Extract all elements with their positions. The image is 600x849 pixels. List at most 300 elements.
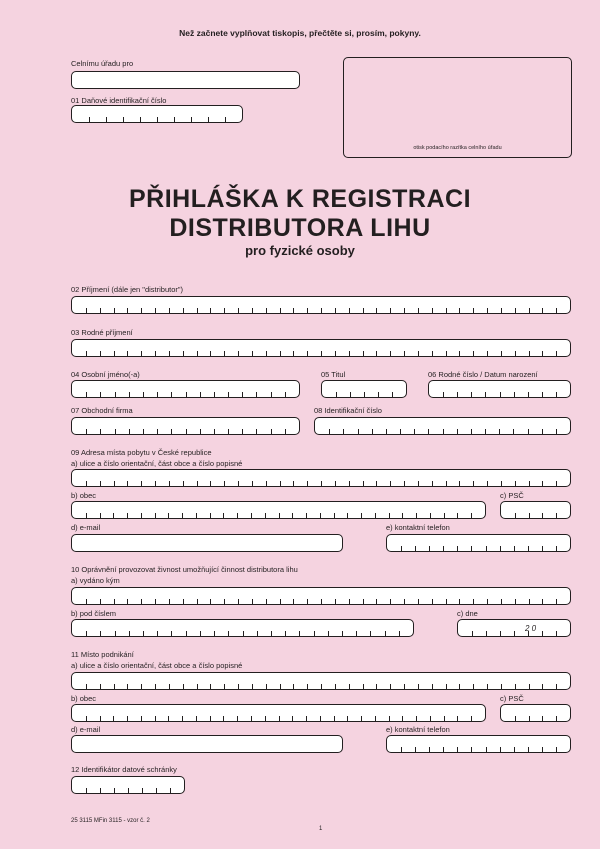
ico-input[interactable] bbox=[314, 417, 571, 435]
comb-tick bbox=[171, 392, 172, 397]
comb-tick bbox=[376, 351, 377, 356]
comb-tick bbox=[280, 481, 281, 486]
comb-tick bbox=[183, 599, 184, 604]
comb-tick bbox=[183, 351, 184, 356]
f09d-label: d) e-mail bbox=[71, 523, 101, 532]
comb-tick bbox=[196, 513, 197, 518]
comb-tick bbox=[100, 429, 101, 434]
comb-tick bbox=[444, 513, 445, 518]
comb-tick bbox=[376, 599, 377, 604]
comb-tick bbox=[238, 351, 239, 356]
comb-tick bbox=[113, 513, 114, 518]
business-email-input[interactable] bbox=[71, 735, 343, 753]
comb-tick bbox=[556, 599, 557, 604]
comb-tick bbox=[457, 429, 458, 434]
comb-tick bbox=[292, 716, 293, 721]
comb-tick bbox=[86, 351, 87, 356]
comb-tick bbox=[363, 481, 364, 486]
comb-tick bbox=[321, 481, 322, 486]
comb-tick bbox=[225, 117, 226, 122]
comb-tick bbox=[293, 599, 294, 604]
comb-tick bbox=[197, 308, 198, 313]
birth-surname-input[interactable] bbox=[71, 339, 571, 357]
comb-tick bbox=[418, 308, 419, 313]
comb-tick bbox=[459, 308, 460, 313]
f09a-label: a) ulice a číslo orientační, část obce a číslo popisné bbox=[71, 459, 243, 468]
comb-tick bbox=[514, 392, 515, 397]
comb-tick bbox=[100, 684, 101, 689]
comb-tick bbox=[404, 599, 405, 604]
comb-tick bbox=[197, 684, 198, 689]
comb-tick bbox=[224, 481, 225, 486]
comb-tick bbox=[429, 546, 430, 551]
comb-tick bbox=[321, 599, 322, 604]
comb-tick bbox=[141, 308, 142, 313]
comb-tick bbox=[238, 684, 239, 689]
comb-tick bbox=[141, 351, 142, 356]
comb-tick bbox=[542, 351, 543, 356]
comb-tick bbox=[280, 684, 281, 689]
comb-tick bbox=[279, 716, 280, 721]
comb-tick bbox=[169, 599, 170, 604]
comb-tick bbox=[542, 481, 543, 486]
comb-tick bbox=[515, 684, 516, 689]
comb-tick bbox=[556, 546, 557, 551]
comb-tick bbox=[307, 599, 308, 604]
comb-tick bbox=[200, 392, 201, 397]
comb-tick bbox=[86, 716, 87, 721]
comb-tick bbox=[113, 716, 114, 721]
comb-tick bbox=[208, 117, 209, 122]
comb-tick bbox=[528, 546, 529, 551]
f07-label: 07 Obchodní firma bbox=[71, 406, 133, 415]
comb-tick bbox=[100, 716, 101, 721]
comb-tick bbox=[415, 546, 416, 551]
comb-tick bbox=[459, 351, 460, 356]
comb-tick bbox=[210, 513, 211, 518]
comb-tick bbox=[252, 308, 253, 313]
comb-tick bbox=[127, 716, 128, 721]
comb-tick bbox=[390, 351, 391, 356]
comb-tick bbox=[293, 481, 294, 486]
comb-tick bbox=[335, 481, 336, 486]
comb-tick bbox=[174, 117, 175, 122]
comb-tick bbox=[349, 308, 350, 313]
comb-tick bbox=[375, 513, 376, 518]
comb-tick bbox=[457, 513, 458, 518]
comb-tick bbox=[271, 631, 272, 636]
comb-tick bbox=[542, 684, 543, 689]
comb-tick bbox=[349, 599, 350, 604]
comb-tick bbox=[143, 631, 144, 636]
comb-tick bbox=[515, 308, 516, 313]
comb-tick bbox=[285, 429, 286, 434]
comb-tick bbox=[141, 513, 142, 518]
comb-tick bbox=[127, 599, 128, 604]
comb-tick bbox=[314, 631, 315, 636]
comb-tick bbox=[100, 308, 101, 313]
comb-tick bbox=[321, 351, 322, 356]
comb-tick bbox=[334, 716, 335, 721]
comb-tick bbox=[197, 599, 198, 604]
comb-tick bbox=[334, 513, 335, 518]
comb-tick bbox=[402, 716, 403, 721]
f05-label: 05 Titul bbox=[321, 370, 346, 379]
comb-tick bbox=[486, 747, 487, 752]
f11b-label: b) obec bbox=[71, 694, 97, 703]
comb-tick bbox=[556, 513, 557, 518]
comb-tick bbox=[169, 351, 170, 356]
f12-label: 12 Identifikátor datové schránky bbox=[71, 765, 177, 774]
f11d-label: d) e-mail bbox=[71, 725, 101, 734]
comb-tick bbox=[280, 599, 281, 604]
comb-tick bbox=[251, 716, 252, 721]
comb-tick bbox=[210, 599, 211, 604]
comb-tick bbox=[514, 747, 515, 752]
birth-number-input[interactable] bbox=[428, 380, 571, 398]
f06-label: 06 Rodné číslo / Datum narození bbox=[428, 370, 538, 379]
comb-tick bbox=[500, 631, 501, 636]
comb-tick bbox=[542, 429, 543, 434]
comb-tick bbox=[457, 392, 458, 397]
comb-tick bbox=[100, 631, 101, 636]
comb-tick bbox=[501, 684, 502, 689]
comb-tick bbox=[224, 684, 225, 689]
comb-tick bbox=[157, 631, 158, 636]
comb-tick bbox=[487, 599, 488, 604]
comb-tick bbox=[389, 716, 390, 721]
comb-tick bbox=[349, 351, 350, 356]
comb-tick bbox=[210, 481, 211, 486]
comb-tick bbox=[129, 429, 130, 434]
f11c-label: c) PSČ bbox=[500, 694, 524, 703]
comb-tick bbox=[542, 747, 543, 752]
comb-tick bbox=[228, 429, 229, 434]
comb-tick bbox=[89, 117, 90, 122]
comb-tick bbox=[471, 747, 472, 752]
comb-tick bbox=[170, 788, 171, 793]
business-phone-input[interactable] bbox=[386, 735, 571, 753]
comb-tick bbox=[86, 429, 87, 434]
comb-tick bbox=[542, 599, 543, 604]
comb-tick bbox=[320, 716, 321, 721]
comb-tick bbox=[556, 747, 557, 752]
comb-tick bbox=[390, 684, 391, 689]
comb-tick bbox=[529, 481, 530, 486]
business-name-input[interactable] bbox=[71, 417, 300, 435]
f08-label: 08 Identifikační číslo bbox=[314, 406, 382, 415]
office-input[interactable] bbox=[71, 71, 300, 89]
comb-tick bbox=[210, 684, 211, 689]
comb-tick bbox=[200, 631, 201, 636]
comb-tick bbox=[372, 429, 373, 434]
comb-tick bbox=[335, 308, 336, 313]
comb-tick bbox=[446, 308, 447, 313]
comb-tick bbox=[171, 631, 172, 636]
comb-tick bbox=[415, 747, 416, 752]
comb-tick bbox=[266, 351, 267, 356]
comb-tick bbox=[471, 392, 472, 397]
comb-tick bbox=[378, 392, 379, 397]
comb-tick bbox=[446, 481, 447, 486]
comb-tick bbox=[100, 513, 101, 518]
comb-tick bbox=[459, 684, 460, 689]
comb-tick bbox=[196, 716, 197, 721]
comb-tick bbox=[542, 513, 543, 518]
comb-tick bbox=[183, 684, 184, 689]
comb-tick bbox=[349, 481, 350, 486]
comb-tick bbox=[501, 351, 502, 356]
comb-tick bbox=[515, 481, 516, 486]
comb-tick bbox=[401, 546, 402, 551]
comb-tick bbox=[157, 429, 158, 434]
permit-date-input[interactable] bbox=[457, 619, 571, 637]
permit-number-input[interactable] bbox=[71, 619, 414, 637]
comb-tick bbox=[399, 631, 400, 636]
comb-tick bbox=[321, 684, 322, 689]
comb-tick bbox=[430, 716, 431, 721]
residence-email-input[interactable] bbox=[71, 534, 343, 552]
comb-tick bbox=[238, 599, 239, 604]
comb-tick bbox=[156, 788, 157, 793]
comb-tick bbox=[485, 429, 486, 434]
comb-tick bbox=[556, 308, 557, 313]
comb-tick bbox=[487, 351, 488, 356]
title-input[interactable] bbox=[321, 380, 407, 398]
comb-tick bbox=[529, 599, 530, 604]
comb-tick bbox=[123, 117, 124, 122]
comb-tick bbox=[320, 513, 321, 518]
comb-tick bbox=[556, 392, 557, 397]
comb-tick bbox=[471, 429, 472, 434]
comb-tick bbox=[500, 392, 501, 397]
first-name-input[interactable] bbox=[71, 380, 300, 398]
comb-tick bbox=[471, 546, 472, 551]
comb-tick bbox=[285, 392, 286, 397]
comb-tick bbox=[443, 546, 444, 551]
comb-tick bbox=[155, 351, 156, 356]
permit-issuer-input[interactable] bbox=[71, 587, 571, 605]
comb-tick bbox=[228, 392, 229, 397]
comb-tick bbox=[168, 716, 169, 721]
comb-tick bbox=[169, 481, 170, 486]
comb-tick bbox=[432, 481, 433, 486]
comb-tick bbox=[343, 429, 344, 434]
comb-tick bbox=[528, 392, 529, 397]
form-code: 25 3115 MFin 3115 - vzor č. 2 bbox=[71, 818, 150, 824]
comb-tick bbox=[171, 429, 172, 434]
comb-tick bbox=[256, 392, 257, 397]
comb-tick bbox=[501, 308, 502, 313]
f09-label: 09 Adresa místa pobytu v České republice bbox=[71, 448, 212, 457]
comb-tick bbox=[321, 308, 322, 313]
comb-tick bbox=[515, 716, 516, 721]
comb-tick bbox=[443, 392, 444, 397]
comb-tick bbox=[285, 631, 286, 636]
comb-tick bbox=[238, 308, 239, 313]
comb-tick bbox=[157, 392, 158, 397]
comb-tick bbox=[200, 429, 201, 434]
comb-tick bbox=[428, 429, 429, 434]
comb-tick bbox=[336, 392, 337, 397]
comb-tick bbox=[169, 308, 170, 313]
comb-tick bbox=[500, 747, 501, 752]
comb-tick bbox=[271, 429, 272, 434]
comb-tick bbox=[265, 716, 266, 721]
comb-tick bbox=[114, 351, 115, 356]
comb-tick bbox=[335, 684, 336, 689]
business-city-input[interactable] bbox=[71, 704, 486, 722]
dic-input[interactable] bbox=[71, 105, 243, 123]
comb-tick bbox=[299, 631, 300, 636]
comb-tick bbox=[514, 546, 515, 551]
comb-tick bbox=[443, 747, 444, 752]
comb-tick bbox=[114, 481, 115, 486]
comb-tick bbox=[86, 513, 87, 518]
comb-tick bbox=[386, 429, 387, 434]
comb-tick bbox=[155, 684, 156, 689]
comb-tick bbox=[129, 631, 130, 636]
f10a-label: a) vydáno kým bbox=[71, 576, 120, 585]
comb-tick bbox=[306, 716, 307, 721]
residence-zip-input[interactable] bbox=[500, 501, 571, 519]
comb-tick bbox=[242, 392, 243, 397]
comb-tick bbox=[155, 481, 156, 486]
comb-tick bbox=[471, 716, 472, 721]
residence-street-input[interactable] bbox=[71, 469, 571, 487]
residence-phone-input[interactable] bbox=[386, 534, 571, 552]
comb-tick bbox=[86, 684, 87, 689]
comb-tick bbox=[238, 481, 239, 486]
comb-tick bbox=[443, 429, 444, 434]
comb-tick bbox=[183, 308, 184, 313]
comb-tick bbox=[486, 546, 487, 551]
comb-tick bbox=[473, 599, 474, 604]
comb-tick bbox=[271, 392, 272, 397]
comb-tick bbox=[473, 308, 474, 313]
comb-tick bbox=[529, 716, 530, 721]
comb-tick bbox=[214, 631, 215, 636]
comb-tick bbox=[487, 684, 488, 689]
comb-tick bbox=[114, 308, 115, 313]
comb-tick bbox=[86, 481, 87, 486]
comb-tick bbox=[228, 631, 229, 636]
comb-tick bbox=[280, 308, 281, 313]
comb-tick bbox=[376, 684, 377, 689]
f04-label: 04 Osobní jméno(-a) bbox=[71, 370, 140, 379]
comb-tick bbox=[363, 351, 364, 356]
comb-tick bbox=[182, 513, 183, 518]
comb-tick bbox=[191, 117, 192, 122]
comb-tick bbox=[363, 308, 364, 313]
comb-tick bbox=[347, 716, 348, 721]
comb-tick bbox=[155, 513, 156, 518]
comb-tick bbox=[100, 392, 101, 397]
comb-tick bbox=[418, 481, 419, 486]
title-line1: PŘIHLÁŠKA K REGISTRACI bbox=[128, 185, 472, 213]
comb-tick bbox=[335, 599, 336, 604]
stamp-box bbox=[343, 57, 572, 158]
comb-tick bbox=[100, 351, 101, 356]
comb-tick bbox=[155, 716, 156, 721]
comb-tick bbox=[279, 513, 280, 518]
comb-tick bbox=[210, 351, 211, 356]
comb-tick bbox=[307, 308, 308, 313]
comb-tick bbox=[157, 117, 158, 122]
databox-input[interactable] bbox=[71, 776, 185, 794]
comb-tick bbox=[127, 513, 128, 518]
comb-tick bbox=[347, 513, 348, 518]
comb-tick bbox=[402, 513, 403, 518]
comb-tick bbox=[86, 631, 87, 636]
comb-tick bbox=[457, 546, 458, 551]
business-street-input[interactable] bbox=[71, 672, 571, 690]
comb-tick bbox=[100, 599, 101, 604]
comb-tick bbox=[252, 351, 253, 356]
f11a-label: a) ulice a číslo orientační, část obce a číslo popisné bbox=[71, 661, 243, 670]
business-zip-input[interactable] bbox=[500, 704, 571, 722]
comb-tick bbox=[528, 429, 529, 434]
comb-tick bbox=[542, 631, 543, 636]
comb-tick bbox=[459, 481, 460, 486]
comb-tick bbox=[358, 429, 359, 434]
comb-tick bbox=[266, 481, 267, 486]
f10b-label: b) pod číslem bbox=[71, 609, 117, 618]
comb-tick bbox=[390, 481, 391, 486]
comb-tick bbox=[143, 429, 144, 434]
comb-tick bbox=[141, 716, 142, 721]
comb-tick bbox=[446, 351, 447, 356]
surname-input[interactable] bbox=[71, 296, 571, 314]
comb-tick bbox=[361, 513, 362, 518]
comb-tick bbox=[473, 351, 474, 356]
permit-date-year: 2 0 bbox=[525, 624, 537, 633]
comb-tick bbox=[86, 308, 87, 313]
comb-tick bbox=[86, 788, 87, 793]
comb-tick bbox=[487, 308, 488, 313]
comb-tick bbox=[214, 392, 215, 397]
comb-tick bbox=[106, 117, 107, 122]
comb-tick bbox=[528, 747, 529, 752]
comb-tick bbox=[501, 599, 502, 604]
comb-tick bbox=[356, 631, 357, 636]
comb-tick bbox=[529, 351, 530, 356]
comb-tick bbox=[168, 513, 169, 518]
comb-tick bbox=[293, 351, 294, 356]
comb-tick bbox=[197, 481, 198, 486]
comb-tick bbox=[127, 684, 128, 689]
f11-label: 11 Místo podnikání bbox=[71, 650, 134, 659]
comb-tick bbox=[292, 513, 293, 518]
comb-tick bbox=[556, 684, 557, 689]
residence-city-input[interactable] bbox=[71, 501, 486, 519]
comb-tick bbox=[129, 392, 130, 397]
comb-tick bbox=[500, 546, 501, 551]
comb-tick bbox=[169, 684, 170, 689]
comb-tick bbox=[223, 513, 224, 518]
comb-tick bbox=[237, 513, 238, 518]
comb-tick bbox=[457, 747, 458, 752]
comb-tick bbox=[143, 392, 144, 397]
comb-tick bbox=[389, 513, 390, 518]
comb-tick bbox=[529, 684, 530, 689]
comb-tick bbox=[307, 481, 308, 486]
comb-tick bbox=[86, 392, 87, 397]
comb-tick bbox=[100, 481, 101, 486]
comb-tick bbox=[432, 599, 433, 604]
comb-tick bbox=[390, 308, 391, 313]
comb-tick bbox=[429, 747, 430, 752]
